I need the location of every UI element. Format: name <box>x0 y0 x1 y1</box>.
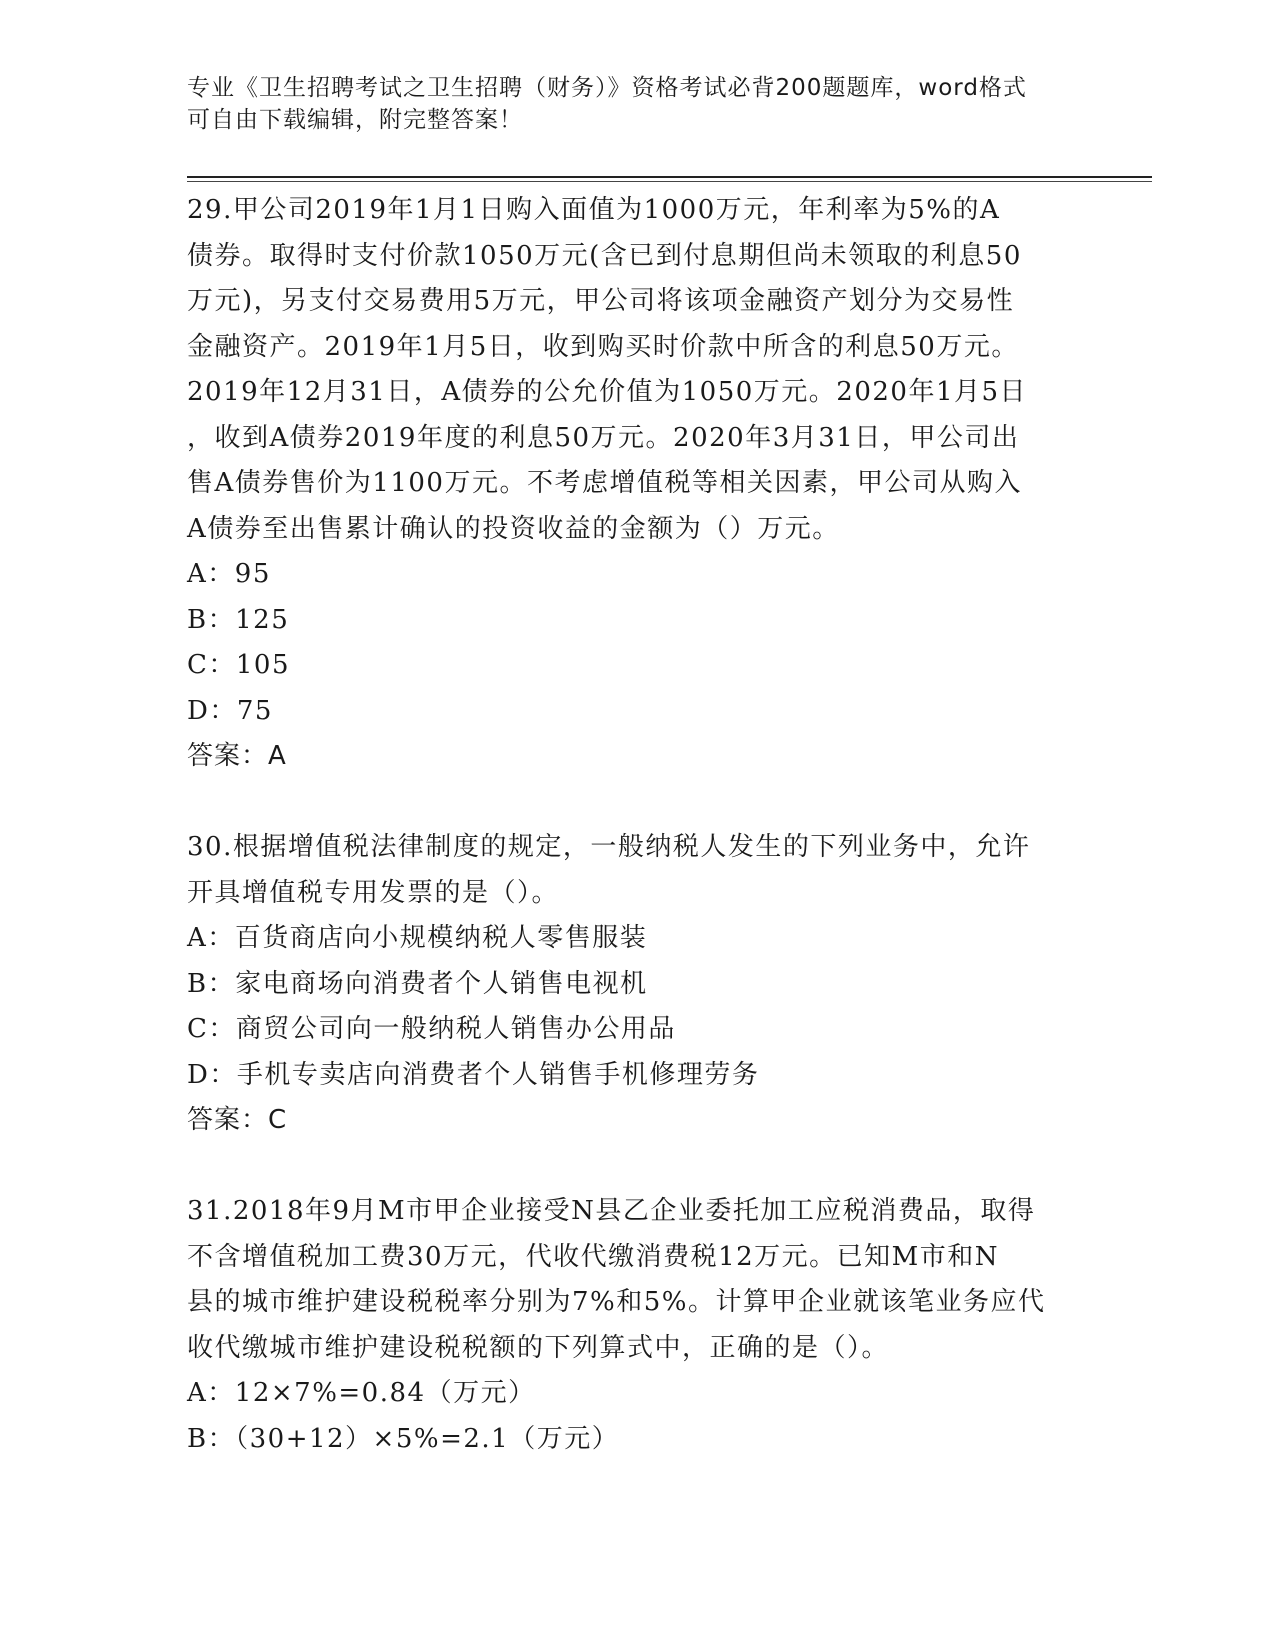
document-header <box>187 72 1087 136</box>
option-c: C：商贸公司向一般纳税人销售办公用品 <box>187 1014 676 1044</box>
question-text-line: 29.甲公司2019年1月1日购入面值为1000万元，年利率为5%的A <box>187 195 1001 225</box>
question-text-line: 万元)，另支付交易费用5万元，甲公司将该项金融资产划分为交易性 <box>187 286 1015 316</box>
header-divider-thin <box>187 181 1152 182</box>
answer-label: 答案：C <box>187 1105 288 1135</box>
header-title-line-1: 专业《卫生招聘考试之卫生招聘（财务）》资格考试必背200题题库，word格式 <box>187 75 1027 101</box>
option-d: D：手机专卖店向消费者个人销售手机修理劳务 <box>187 1059 760 1090</box>
option-a: A：95 <box>187 559 271 589</box>
option-b: B：家电商场向消费者个人销售电视机 <box>187 968 648 999</box>
question-list <box>187 188 1087 1462</box>
question-text-line: 收代缴城市维护建设税税额的下列算式中，正确的是（）。 <box>187 1332 890 1363</box>
question-29 <box>187 188 1087 780</box>
question-text-line: 债券。取得时支付价款1050万元(含已到付息期但尚未领取的利息50 <box>187 240 1022 271</box>
question-text-line: 2019年12月31日，A债券的公允价值为1050万元。2020年1月5日 <box>187 377 1028 407</box>
question-spacer <box>187 780 1087 826</box>
question-30 <box>187 825 1087 1144</box>
header-divider-thick <box>187 176 1152 178</box>
question-spacer <box>187 1144 1087 1190</box>
question-text-line: 不含增值税加工费30万元，代收代缴消费税12万元。已知M市和N <box>187 1241 1000 1272</box>
question-text-line: 售A债券售价为1100万元。不考虑增值税等相关因素，甲公司从购入 <box>187 468 1022 498</box>
question-text-line: 县的城市维护建设税税率分别为7%和5%。计算甲企业就该笔业务应代 <box>187 1287 1046 1317</box>
option-a: A：百货商店向小规模纳税人零售服装 <box>187 923 648 953</box>
question-text-line: 金融资产。2019年1月5日，收到购买时价款中所含的利息50万元。 <box>187 331 1019 362</box>
question-text-line: ，收到A债券2019年度的利息50万元。2020年3月31日，甲公司出 <box>187 422 1020 453</box>
question-text-line: 30.根据增值税法律制度的规定，一般纳税人发生的下列业务中，允许 <box>187 832 1031 862</box>
question-text-line: A债券至出售累计确认的投资收益的金额为（）万元。 <box>187 513 840 544</box>
question-text-line: 31.2018年9月M市甲企业接受N县乙企业委托加工应税消费品，取得 <box>187 1196 1036 1226</box>
option-a: A：12×7%=0.84（万元） <box>187 1378 536 1408</box>
question-text-line: 开具增值税专用发票的是（）。 <box>187 877 560 908</box>
option-b: B：（30+12）×5%=2.1（万元） <box>187 1423 620 1454</box>
question-31 <box>187 1189 1087 1462</box>
answer-label: 答案：A <box>187 741 287 771</box>
option-c: C：105 <box>187 650 291 680</box>
option-d: D：75 <box>187 695 273 726</box>
header-title-line-2: 可自由下载编辑，附完整答案！ <box>187 107 523 133</box>
option-b: B：125 <box>187 604 290 635</box>
